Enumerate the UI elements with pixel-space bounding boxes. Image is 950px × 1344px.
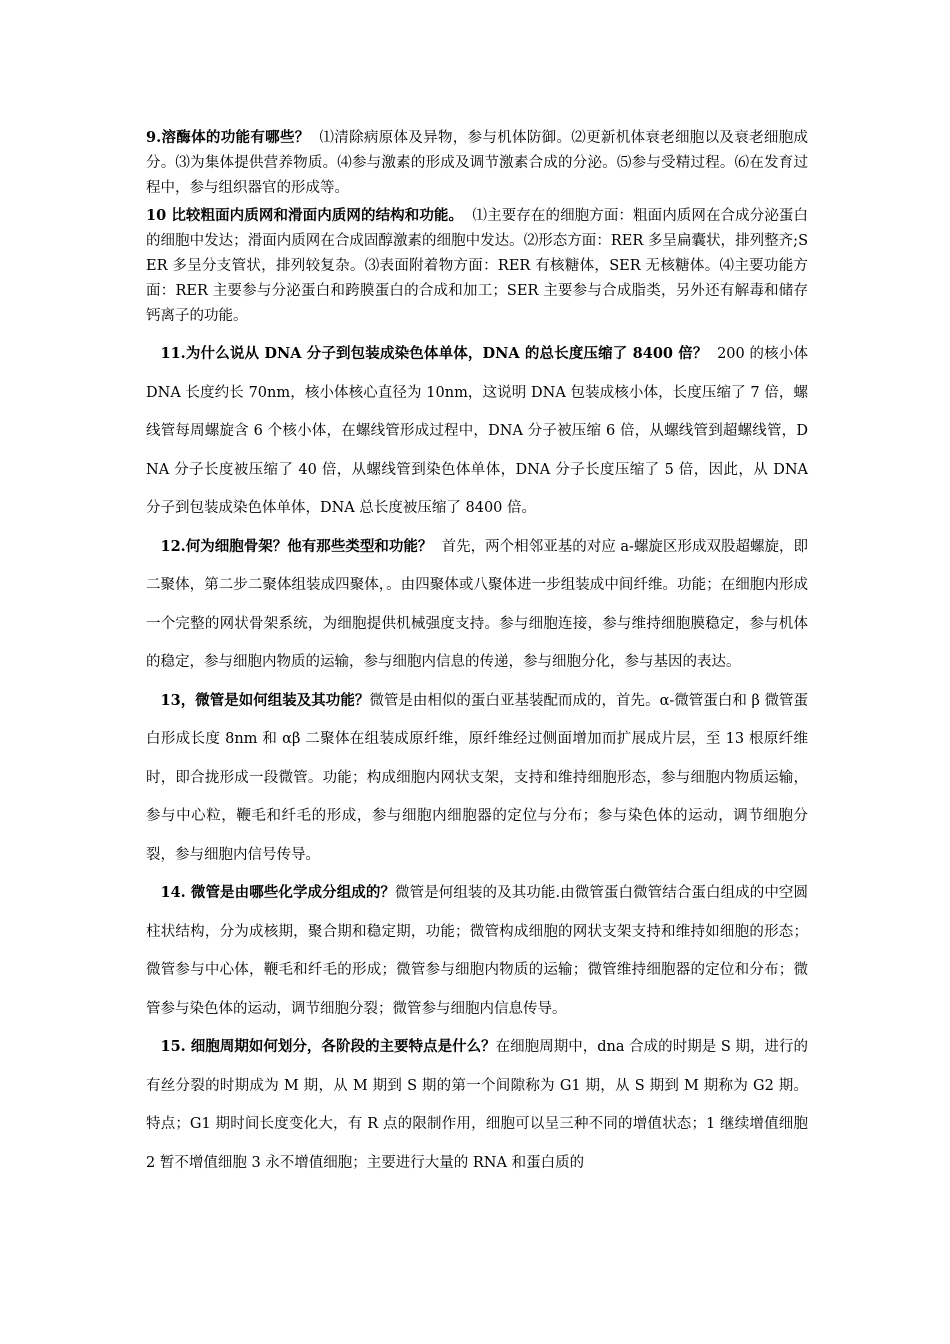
- qa-item-14: [146, 874, 808, 1028]
- document-page: [146, 125, 808, 1182]
- qa-item-15: [146, 1028, 808, 1182]
- answer-15: 在细胞周期中，dna 合成的时期是 S 期，进行的有丝分裂的时期成为 M 期，从 M 期到 S 期的第一个间隙称为 G1 期，从 S 期到 M 期称为 G2 期。特点；G1 期时间长度变化大，有 R 点的限制作用，细胞可以呈三种不同的增值状态；1 继续增值细胞 2 暂不增值细胞 3 永不增值细胞；主要进行大量的 RNA 和蛋白质的: [146, 1039, 808, 1171]
- question-9: 9.溶酶体的功能有哪些？: [146, 129, 310, 146]
- question-12: 12.何为细胞骨架？他有那些类型和功能？: [160, 537, 433, 555]
- question-11: 11.为什么说从 DNA 分子到包装成染色体单体，DNA 的总长度压缩了 8400 倍？: [160, 345, 708, 362]
- answer-10: ⑴主要存在的细胞方面：粗面内质网在合成分泌蛋白的细胞中发达；滑面内质网在合成固醇激素的细胞中发达。⑵形态方面：RER 多呈扁囊状，排列整齐;SER 多呈分支管状，排列较复杂。⑶表面附着物方面：RER 有核糖体，SER 无核糖体。⑷主要功能方面：RER 主要参与分泌蛋白和跨膜蛋白的合成和加工；SER 主要参与合成脂类，另外还有解毒和储存钙离子的功能。: [146, 208, 809, 324]
- qa-item-11: [146, 335, 808, 528]
- question-10: 10 比较粗面内质网和滑面内质网的结构和功能。: [146, 207, 464, 224]
- qa-item-13: [146, 682, 808, 875]
- answer-12: 首先，两个相邻亚基的对应 a-螺旋区形成双股超螺旋，即二聚体，第二步二聚体组装成四聚体，。由四聚体或八聚体进一步组装成中间纤维。功能；在细胞内形成一个完整的网状骨架系统，为细胞提供机械强度支持。参与细胞连接，参与维持细胞膜稳定，参与机体的稳定，参与细胞内物质的运输，参与细胞内信息的传递，参与细胞分化，参与基因的表达。: [146, 538, 809, 670]
- answer-14: 微管是何组装的及其功能.由微管蛋白微管结合蛋白组成的中空圆柱状结构，分为成核期，聚合期和稳定期，功能；微管构成细胞的网状支架支持和维持如细胞的形态；微管参与中心体，鞭毛和纤毛的形成；微管参与细胞内物质的运输；微管维持细胞器的定位和分布；微管参与染色体的运动，调节细胞分裂；微管参与细胞内信息传导。: [146, 885, 809, 1017]
- qa-item-9: [146, 125, 808, 201]
- qa-item-12: [146, 528, 808, 682]
- question-15: 15. 细胞周期如何划分，各阶段的主要特点是什么？: [160, 1038, 496, 1055]
- qa-item-10: [146, 203, 808, 329]
- question-14: 14. 微管是由哪些化学成分组成的？: [160, 884, 396, 901]
- answer-13: 微管是由相似的蛋白亚基装配而成的，首先。α-微管蛋白和 β 微管蛋白形成长度 8nm 和 αβ 二聚体在组装成原纤维，原纤维经过侧面增加而扩展成片层，至 13 根原纤维时，即合拢形成一段微管。功能；构成细胞内网状支架，支持和维持细胞形态，参与细胞内物质运输，参与中心粒，鞭毛和纤毛的形成，参与细胞内细胞器的定位与分布；参与染色体的运动，调节细胞分裂，参与细胞内信号传导。: [146, 692, 808, 863]
- answer-11: 200 的核小体 DNA 长度约长 70nm，核小体核心直径为 10nm，这说明 DNA 包装成核小体，长度压缩了 7 倍，螺线管每周螺旋含 6 个核小体，在螺线管形成过程中，DNA 分子被压缩 6 倍，从螺线管到超螺线管，DNA 分子长度被压缩了 40 倍，从螺线管到染色体单体，DNA 分子长度压缩了 5 倍，因此，从 DNA 分子到包装成染色体单体，DNA 总长度被压缩了 8400 倍。: [146, 346, 808, 516]
- answer-9: ⑴清除病原体及异物，参与机体防御。⑵更新机体衰老细胞以及衰老细胞成分。⑶为集体提供营养物质。⑷参与激素的形成及调节激素合成的分泌。⑸参与受精过程。⑹在发育过程中，参与组织器官的形成等。: [146, 130, 809, 196]
- question-13: 13，微管是如何组装及其功能？: [160, 691, 370, 709]
